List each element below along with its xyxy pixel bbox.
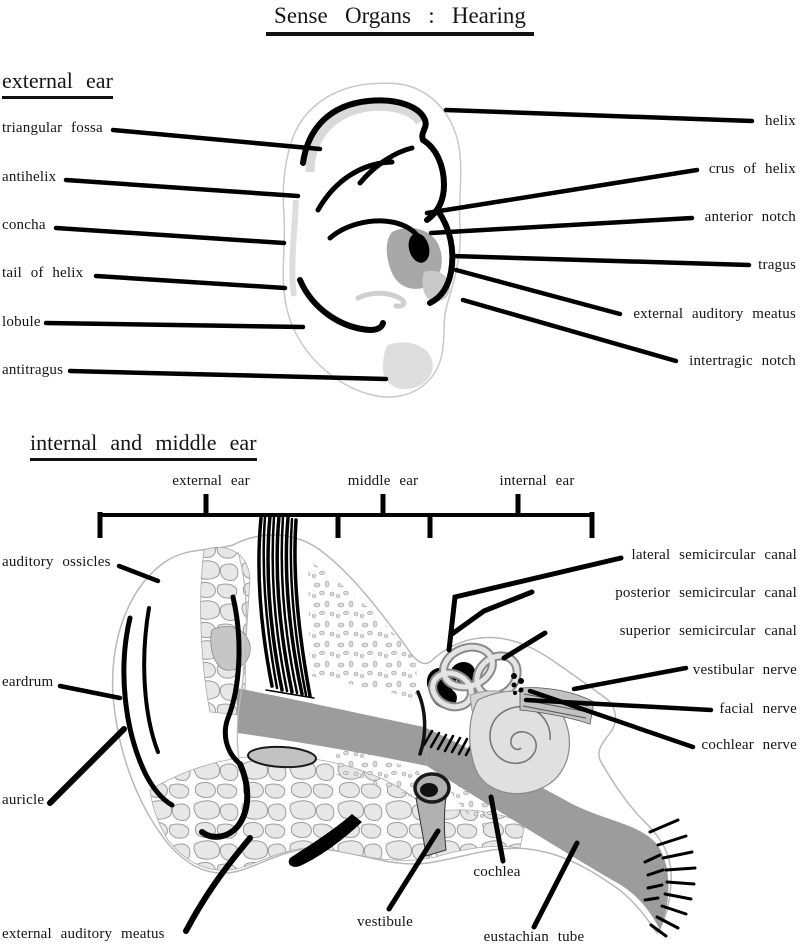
label-anterior-notch: anterior notch bbox=[704, 209, 796, 225]
label-helix: helix bbox=[765, 113, 796, 129]
section-heading-external-ear: external ear bbox=[2, 68, 113, 99]
label-antihelix: antihelix bbox=[2, 169, 57, 185]
label-external-auditory-meatus: external auditory meatus bbox=[633, 306, 796, 322]
label-tail-of-helix: tail of helix bbox=[2, 265, 84, 281]
label-intertragic-notch: intertragic notch bbox=[689, 353, 796, 369]
label-lateral-semicircular-canal: lateral semicircular canal bbox=[631, 547, 797, 563]
label-antitragus: antitragus bbox=[2, 362, 64, 378]
label-auditory-ossicles: auditory ossicles bbox=[2, 554, 111, 570]
label-cochlea: cochlea bbox=[473, 864, 521, 880]
label-concha: concha bbox=[2, 217, 46, 233]
label-eardrum: eardrum bbox=[2, 674, 54, 690]
label-eustachian-tube: eustachian tube bbox=[483, 929, 585, 945]
label-facial-nerve: facial nerve bbox=[719, 701, 797, 717]
label-posterior-semicircular-canal: posterior semicircular canal bbox=[615, 585, 797, 601]
title-row bbox=[0, 2, 800, 36]
label-cochlear-nerve: cochlear nerve bbox=[701, 737, 797, 753]
label-crus-of-helix: crus of helix bbox=[708, 161, 796, 177]
bracket-label-external-ear: external ear bbox=[172, 473, 250, 489]
section-heading-internal-middle-ear: internal and middle ear bbox=[30, 430, 257, 461]
label-superior-semicircular-canal: superior semicircular canal bbox=[619, 623, 797, 639]
label-external-auditory-meatus-bottom: external auditory meatus bbox=[2, 926, 165, 942]
label-vestibular-nerve: vestibular nerve bbox=[692, 662, 797, 678]
external-ear-illustration bbox=[283, 83, 460, 397]
bracket-label-internal-ear: internal ear bbox=[499, 473, 575, 489]
label-auricle: auricle bbox=[2, 792, 45, 808]
label-lobule: lobule bbox=[2, 314, 41, 330]
label-tragus: tragus bbox=[758, 257, 796, 273]
page-title: Sense Organs : Hearing bbox=[266, 2, 534, 36]
bracket-label-middle-ear: middle ear bbox=[347, 473, 419, 489]
label-triangular-fossa: triangular fossa bbox=[2, 120, 103, 136]
label-vestibule: vestibule bbox=[357, 914, 413, 930]
